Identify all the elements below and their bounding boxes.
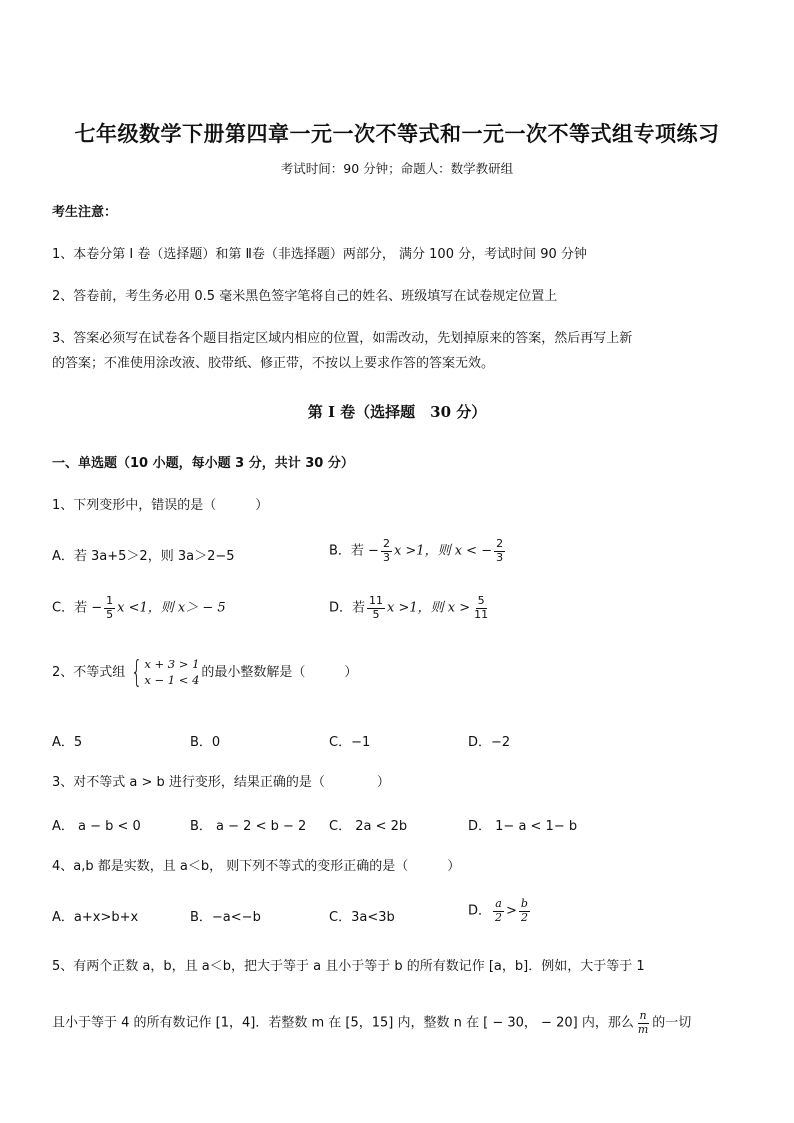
option-d-middle: x >1，则 x > — [387, 600, 471, 616]
question-2-stem — [52, 654, 358, 690]
question-3-option-d: D． 1− a < 1− b — [468, 819, 578, 834]
fraction-denominator: 2 — [495, 910, 503, 924]
question-3-option-b: B． a − 2 < b − 2 — [190, 819, 307, 834]
fraction-denominator: 2 — [520, 910, 528, 924]
section-title: 第 Ⅰ 卷（选择题 30 分） — [307, 403, 487, 421]
fraction-numerator: 5 — [477, 594, 485, 607]
system-row-1: x + 3 > 1 — [144, 657, 200, 671]
option-d-middle: > — [506, 903, 517, 919]
notice-item-2: 2、答卷前，考生务必用 0.5 毫米黑色签字笔将自己的姓名、班级填写在试卷规定位置上 — [52, 289, 558, 304]
system-row-2: x − 1 < 4 — [144, 672, 200, 687]
fraction-numerator: 1 — [106, 594, 114, 607]
question-1-option-c — [52, 595, 226, 621]
fraction-denominator: m — [637, 1022, 649, 1036]
fraction-numerator: n — [639, 1009, 647, 1022]
question-3-option-c: C． 2a < 2b — [329, 819, 408, 834]
option-b-prefix: B．若 − — [329, 543, 379, 559]
question-2-option-b: B．0 — [190, 735, 221, 750]
fraction — [636, 1010, 650, 1036]
question-1-option-d — [329, 595, 492, 621]
option-b-middle: x >1，则 x < − — [393, 543, 493, 559]
option-c-prefix: C．若 − — [52, 600, 103, 616]
question-1-option-b — [329, 538, 507, 564]
fraction — [472, 595, 490, 621]
question-2-option-a: A．5 — [52, 735, 83, 750]
fraction — [494, 538, 505, 564]
page-title: 七年级数学下册第四章一元一次不等式和一元一次不等式组专项练习 — [74, 121, 720, 146]
question-1-stem: 1、下列变形中，错误的是（ ） — [52, 498, 269, 513]
fraction-numerator: 2 — [496, 537, 504, 550]
question-1-option-a: A．若 3a+5＞2，则 3a＞2−5 — [52, 549, 235, 564]
question-4-option-b: B．−a<−b — [190, 910, 261, 925]
fraction-denominator: 3 — [382, 550, 390, 564]
fraction-denominator: 11 — [474, 607, 489, 621]
option-d-prefix: D． — [468, 903, 492, 919]
question-4-option-a: A．a+x>b+x — [52, 910, 139, 925]
question-5-line-1: 5、有两个正数 a，b，且 a＜b，把大于等于 a 且小于等于 b 的所有数记作 [a，b]．例如，大于等于 1 — [52, 959, 645, 974]
fraction-denominator: 5 — [106, 607, 114, 621]
question-2-suffix: 的最小整数解是（ ） — [201, 665, 358, 681]
option-c-post: x <1，则 x＞ − 5 — [117, 600, 226, 616]
fraction — [493, 898, 504, 924]
question-4-option-d — [468, 898, 532, 924]
exam-info: 考试时间：90 分钟；命题人：数学教研组 — [280, 161, 514, 176]
question-5-line-2-suffix: 的一切 — [652, 1015, 692, 1031]
fraction-numerator: 2 — [382, 537, 390, 550]
question-3-stem: 3、对不等式 a > b 进行变形，结果正确的是（ ） — [52, 775, 390, 790]
question-3-option-a: A． a − b < 0 — [52, 819, 141, 834]
fraction-numerator: b — [520, 897, 528, 910]
question-2-option-d: D．−2 — [468, 735, 511, 750]
fraction — [367, 595, 385, 621]
question-4-option-c: C．3a<3b — [329, 910, 395, 925]
fraction — [104, 595, 115, 621]
option-d-prefix: D．若 — [329, 600, 366, 616]
notice-item-1: 1、本卷分第 Ⅰ 卷（选择题）和第 Ⅱ卷（非选择题）两部分， 满分 100 分，考试时间 90 分钟 — [52, 247, 587, 262]
left-brace-icon: { — [131, 654, 143, 690]
part-heading: 一、单选题（10 小题，每小题 3 分，共计 30 分） — [52, 456, 354, 471]
fraction — [381, 538, 392, 564]
fraction — [519, 898, 530, 924]
inequality-system — [127, 654, 200, 690]
question-4-stem: 4、a,b 都是实数，且 a＜b， 则下列不等式的变形正确的是（ ） — [52, 859, 461, 874]
notice-heading: 考生注意： — [52, 205, 118, 220]
fraction-numerator: 11 — [369, 594, 384, 607]
notice-item-3-line-2: 的答案；不准使用涂改液、胶带纸、修正带，不按以上要求作答的答案无效。 — [52, 356, 495, 371]
question-5-line-2 — [52, 1010, 691, 1036]
fraction-denominator: 3 — [496, 550, 504, 564]
question-2-prefix: 2、不等式组 — [52, 665, 126, 681]
question-5-line-2-prefix: 且小于等于 4 的所有数记作 [1，4]．若整数 m 在 [5，15] 内，整数 n 在 [ − 30， − 20] 内，那么 — [52, 1015, 634, 1031]
question-2-option-c: C．−1 — [329, 735, 371, 750]
fraction-numerator: a — [495, 897, 502, 910]
notice-item-3-line-1: 3、答案必须写在试卷各个题目指定区域内相应的位置，如需改动，先划掉原来的答案，然后再写上新 — [52, 331, 633, 346]
fraction-denominator: 5 — [372, 607, 380, 621]
